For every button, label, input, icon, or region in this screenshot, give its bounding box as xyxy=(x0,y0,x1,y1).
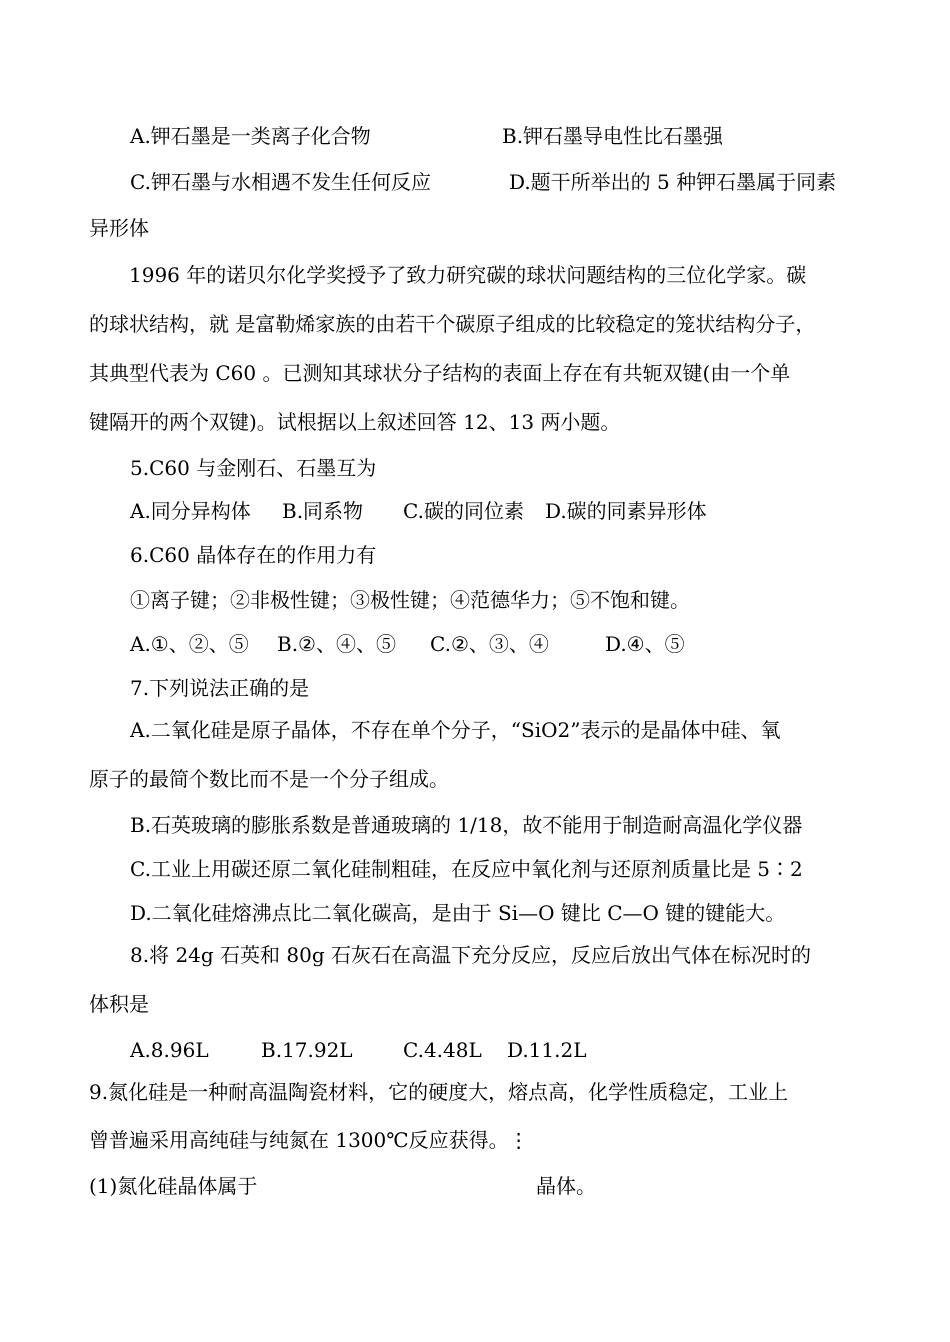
q7-option-b: B.石英玻璃的膨胀系数是普通玻璃的 1/18，故不能用于制造耐高温化学仪器 xyxy=(130,813,803,837)
q4-option-c: C.钾石墨与水相遇不发生任何反应 xyxy=(130,170,431,194)
q6-stem: 6.C60 晶体存在的作用力有 xyxy=(130,543,377,567)
q5-stem: 5.C60 与金刚石、石墨互为 xyxy=(130,456,377,480)
q6-option-c: C.②、③、④ xyxy=(430,632,549,656)
q9-sub1-prefix: (1)氮化硅晶体属于 xyxy=(89,1174,258,1198)
q7-option-d: D.二氧化硅熔沸点比二氧化碳高，是由于 Si—O 键比 C—O 键的键能大。 xyxy=(130,901,786,925)
q8-option-a: A.8.96L xyxy=(130,1038,209,1062)
q8-stem-line1: 8.将 24g 石英和 80g 石灰石在高温下充分反应，反应后放出气体在标况时的 xyxy=(130,943,812,967)
q7-stem: 7.下列说法正确的是 xyxy=(130,676,310,700)
q4-option-a: A.钾石墨是一类离子化合物 xyxy=(130,124,371,148)
q9-stem-line1: 9.氮化硅是一种耐高温陶瓷材料，它的硬度大，熔点高，化学性质稳定，工业上 xyxy=(89,1080,789,1104)
q9-sub1-suffix: 晶体。 xyxy=(536,1174,596,1198)
q4-option-d-line2: 异形体 xyxy=(89,216,149,240)
q6-option-d: D.④、⑤ xyxy=(605,632,685,656)
q6-options xyxy=(130,630,750,658)
q5-option-d: D.碳的同素异形体 xyxy=(545,499,707,523)
q7-option-a-line2: 原子的最简个数比而不是一个分子组成。 xyxy=(89,767,449,791)
q4-option-b: B.钾石墨导电性比石墨强 xyxy=(502,124,724,148)
q8-option-d: D.11.2L xyxy=(507,1038,587,1062)
passage-line-4: 键隔开的两个双键)。试根据以上叙述回答 12、13 两小题。 xyxy=(89,410,621,434)
q5-option-c: C.碳的同位素 xyxy=(403,499,524,523)
q8-stem-line2: 体积是 xyxy=(89,992,149,1016)
passage-line-2: 的球状结构，就 是富勒烯家族的由若干个碳原子组成的比较稳定的笼状结构分子， xyxy=(89,312,816,336)
q6-items: ①离子键；②非极性键；③极性键；④范德华力；⑤不饱和键。 xyxy=(130,588,690,612)
passage-line-3: 其典型代表为 C60 。已测知其球状分子结构的表面上存在有共轭双键(由一个单 xyxy=(89,361,791,385)
q6-option-a: A.①、②、⑤ xyxy=(130,632,249,656)
q9-sub1 xyxy=(89,1172,609,1200)
q5-options xyxy=(130,497,750,525)
q6-option-b: B.②、④、⑤ xyxy=(277,632,396,656)
q5-option-b: B.同系物 xyxy=(282,499,364,523)
q4-option-d-line1: D.题干所举出的 5 种钾石墨属于同素 xyxy=(509,170,837,194)
q8-option-c: C.4.48L xyxy=(403,1038,482,1062)
q8-option-b: B.17.92L xyxy=(261,1038,353,1062)
q8-options xyxy=(130,1036,630,1064)
q7-option-c: C.工业上用碳还原二氧化硅制粗硅，在反应中氧化剂与还原剂质量比是 5∶2 xyxy=(130,857,803,881)
q5-option-a: A.同分异构体 xyxy=(130,499,251,523)
q9-stem-line2: 曾普遍采用高纯硅与纯氮在 1300℃反应获得。⋮ xyxy=(89,1128,529,1152)
passage-line-1: 1996 年的诺贝尔化学奖授予了致力研究碳的球状问题结构的三位化学家。碳 xyxy=(129,263,807,287)
q7-option-a-line1: A.二氧化硅是原子晶体，不存在单个分子，“SiO2”表示的是晶体中硅、氧 xyxy=(130,718,781,742)
